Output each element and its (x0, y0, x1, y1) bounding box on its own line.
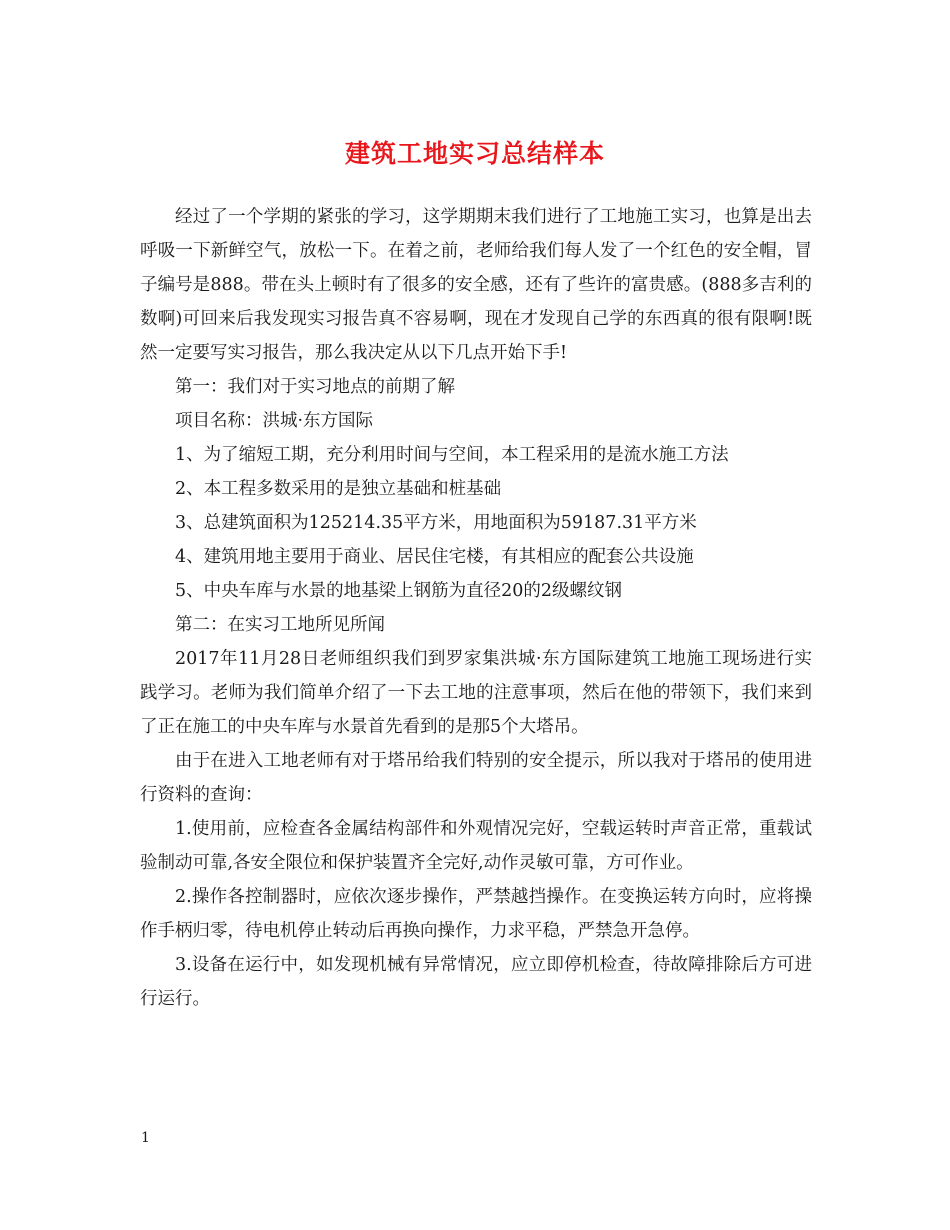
paragraph-intro: 经过了一个学期的紧张的学习，这学期期末我们进行了工地施工实习，也算是出去呼吸一下新鲜空气，放松一下。在着之前，老师给我们每人发了一个红色的安全帽，冒子编号是888。带在头上顿时有了很多的安全感，还有了些许的富贵感。(888多吉利的数啊)可回来后我发现实习报告真不容易啊，现在才发现自己学的东西真的很有限啊!既然一定要写实习报告，那么我决定从以下几点开始下手! (140, 207, 812, 363)
list-item: 2.操作各控制器时，应依次逐步操作，严禁越挡操作。在变换运转方向时，应将操作手柄归零，待电机停止转动后再换向操作，力求平稳，严禁急开急停。 (140, 887, 812, 941)
page-number: 1 (141, 1130, 150, 1146)
list-item: 3.设备在运行中，如发现机械有异常情况，应立即停机检查，待故障排除后方可进行运行。 (140, 955, 812, 1009)
list-item: 1.使用前，应检查各金属结构部件和外观情况完好，空载运转时声音正常，重载试验制动可靠,各安全限位和保护装置齐全完好,动作灵敏可靠，方可作业。 (140, 819, 812, 873)
list-item: 4、建筑用地主要用于商业、居民住宅楼，有其相应的配套公共设施 (175, 547, 694, 567)
list-item: 2、本工程多数采用的是独立基础和桩基础 (175, 479, 502, 499)
section-heading-2: 第二：在实习工地所见所闻 (175, 615, 385, 635)
list-item: 5、中央车库与水景的地基梁上钢筋为直径20的2级螺纹钢 (175, 581, 623, 601)
list-item: 3、总建筑面积为125214.35平方米，用地面积为59187.31平方米 (175, 513, 697, 533)
document-title: 建筑工地实习总结样本 (344, 139, 605, 168)
list-item: 1、为了缩短工期，充分利用时间与空间，本工程采用的是流水施工方法 (175, 445, 729, 465)
paragraph-site-visit: 2017年11月28日老师组织我们到罗家集洪城·东方国际建筑工地施工现场进行实践学习。老师为我们简单介绍了一下去工地的注意事项，然后在他的带领下，我们来到了正在施工的中央车库与水景首先看到的是那5个大塔吊。 (140, 649, 812, 737)
document-body (140, 200, 812, 1016)
paragraph-crane-intro: 由于在进入工地老师有对于塔吊给我们特别的安全提示，所以我对于塔吊的使用进行资料的查询： (140, 751, 812, 805)
project-name: 项目名称：洪城·东方国际 (175, 411, 374, 431)
section-heading-1: 第一：我们对于实习地点的前期了解 (175, 377, 455, 397)
